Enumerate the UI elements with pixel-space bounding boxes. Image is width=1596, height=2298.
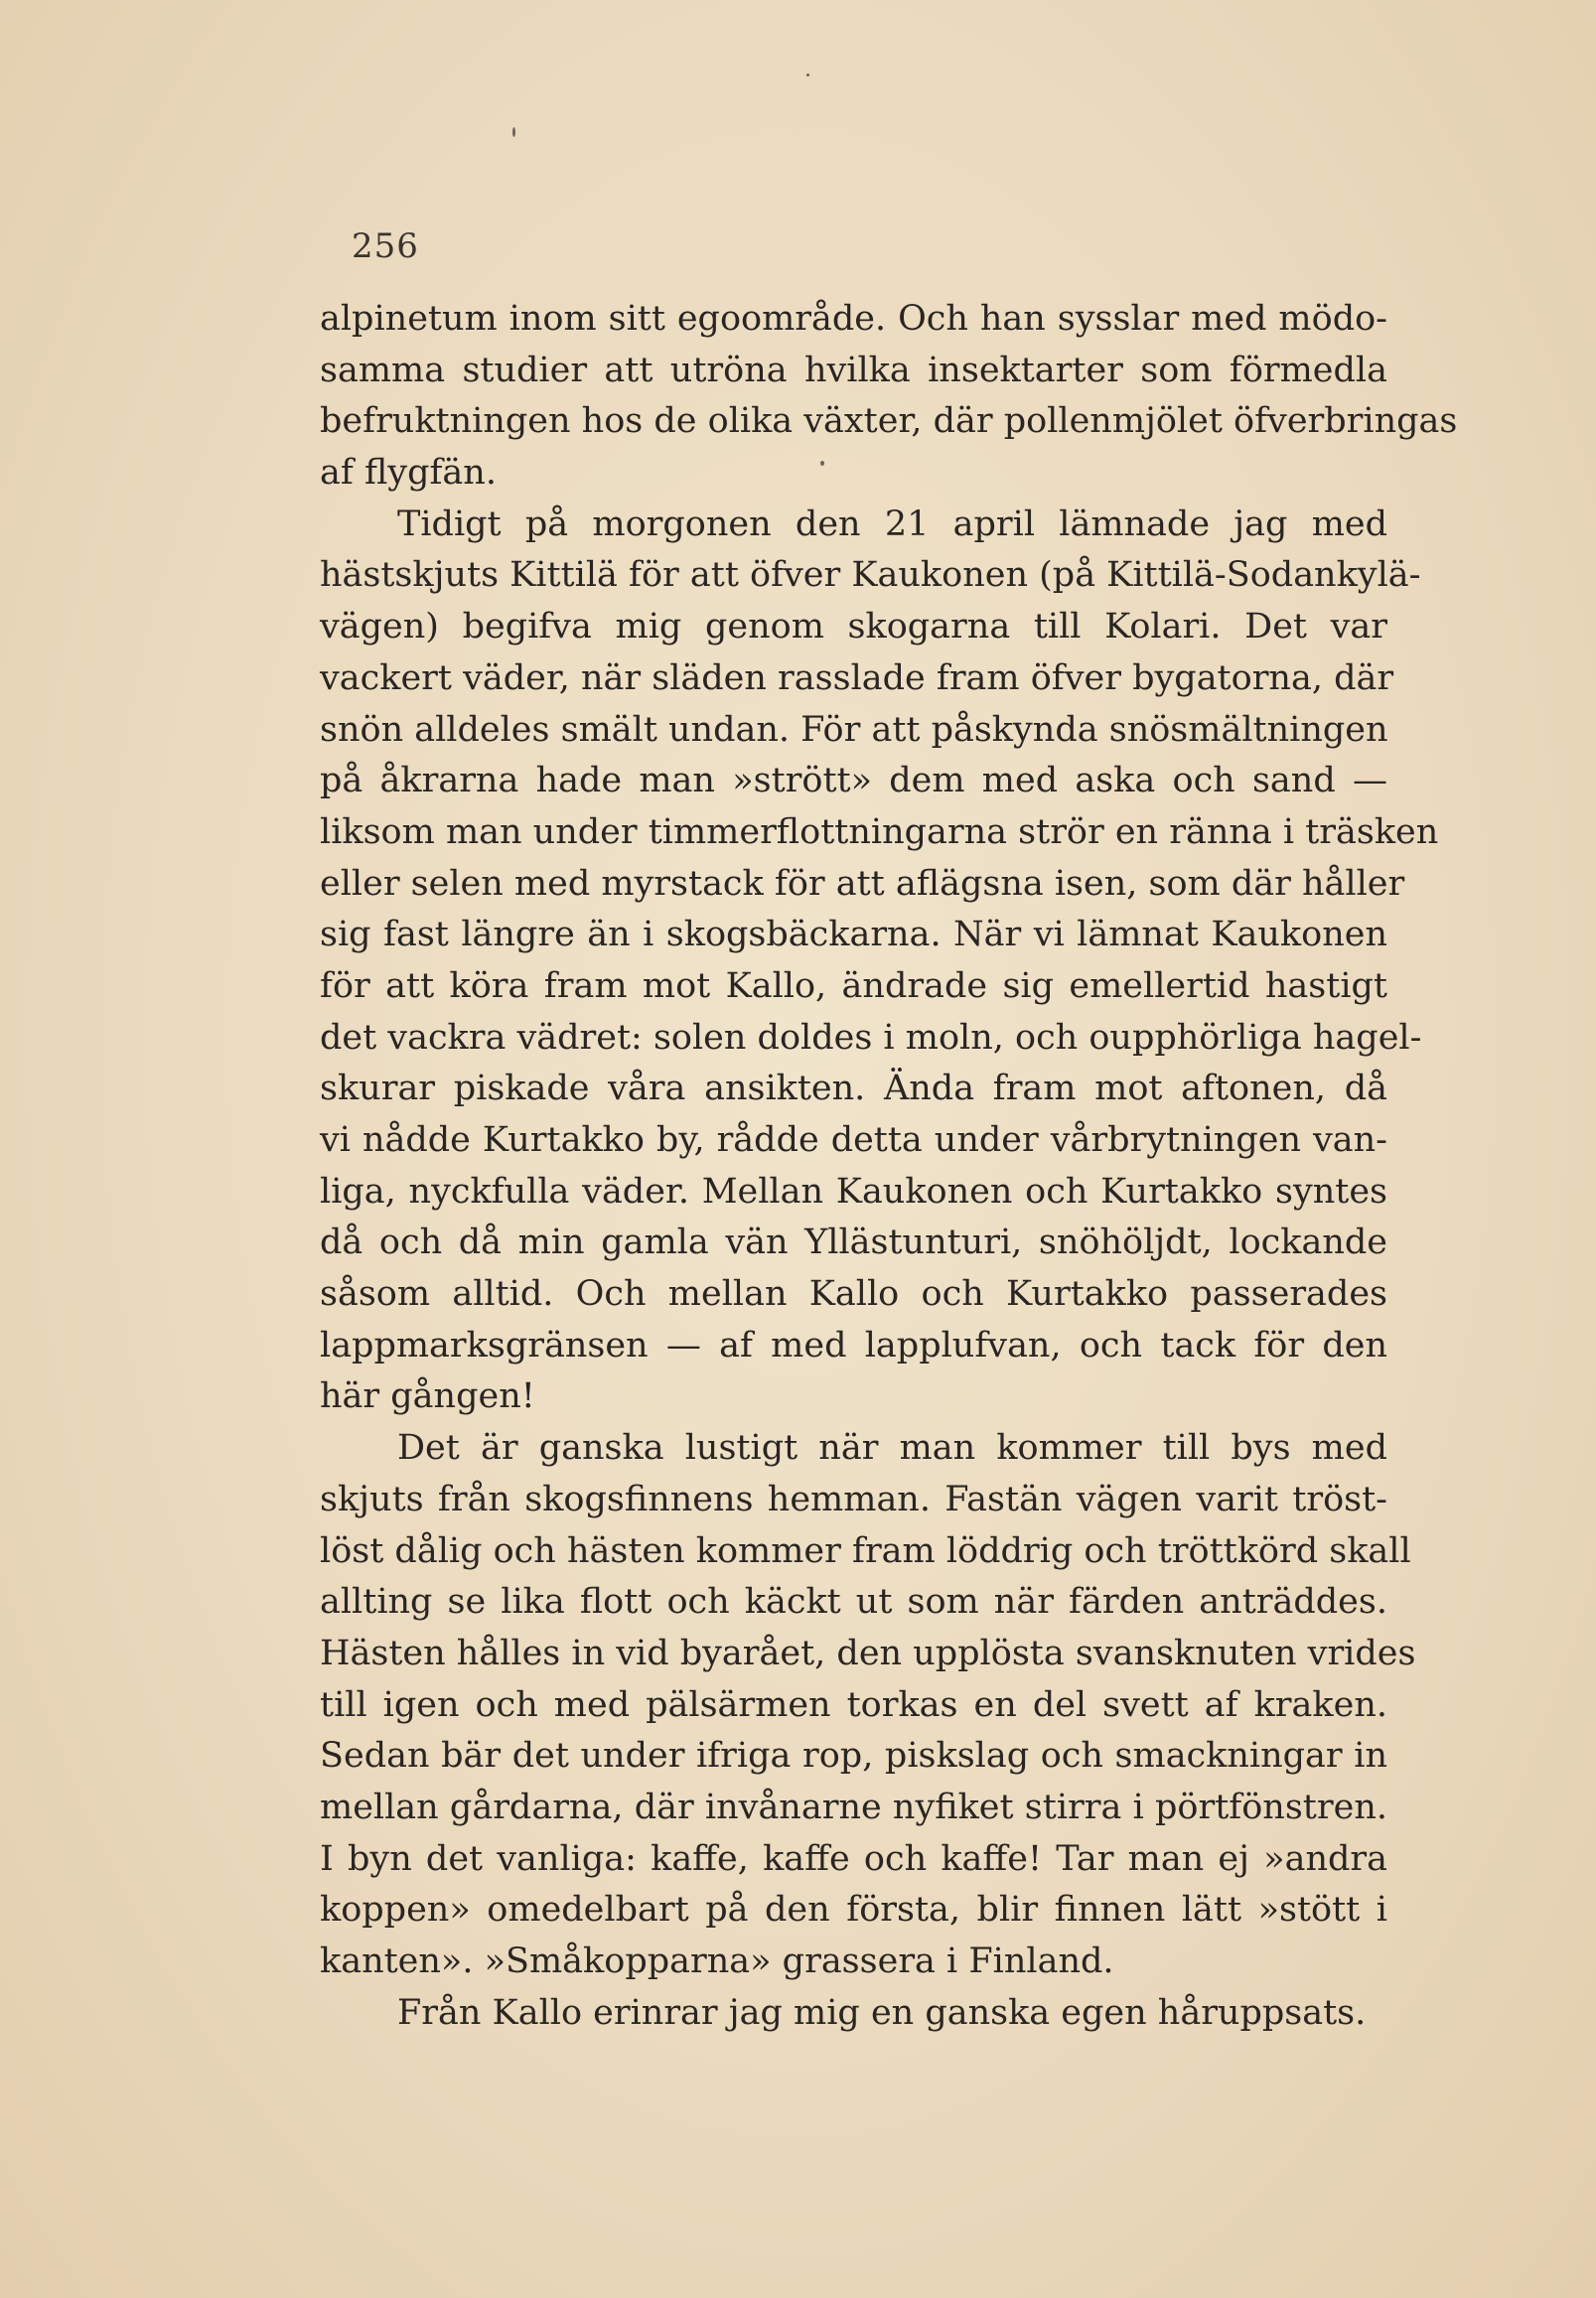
text-line: Hästen hålles in vid byarået, den upplösta svansknuten vrides bbox=[320, 1633, 1416, 1673]
body-text bbox=[320, 294, 1458, 2039]
paper-speck bbox=[512, 127, 515, 137]
text-line: såsom alltid. Och mellan Kallo och Kurtakko passerades bbox=[320, 1274, 1387, 1315]
text-line: Från Kallo erinrar jag mig en ganska egen håruppsats. bbox=[397, 1992, 1367, 2033]
text-line: på åkrarna hade man »strött» dem med aska och sand — bbox=[320, 761, 1387, 801]
text-line: allting se lika flott och käckt ut som när färden anträddes. bbox=[320, 1582, 1387, 1623]
paper-speck bbox=[806, 73, 809, 76]
text-line: sig fast längre än i skogsbäckarna. När vi lämnat Kaukonen bbox=[320, 915, 1387, 955]
text-line: till igen och med pälsärmen torkas en del svett af kraken. bbox=[320, 1684, 1387, 1725]
text-line: Det är ganska lustigt när man kommer till bys med bbox=[397, 1428, 1387, 1469]
text-line: liksom man under timmerflottningarna strör en ränna i träsken bbox=[320, 811, 1439, 852]
text-line: vi nådde Kurtakko by, rådde detta under vårbrytningen van- bbox=[320, 1120, 1387, 1160]
text-line: kanten». »Småkopparna» grassera i Finland. bbox=[320, 1941, 1114, 1981]
text-line: för att köra fram mot Kallo, ändrade sig emellertid hastigt bbox=[320, 965, 1387, 1006]
text-line: mellan gårdarna, där invånarne nyfiket stirra i pörtfönstren. bbox=[320, 1787, 1387, 1827]
text-line: då och då min gamla vän Yllästunturi, snöhöljdt, lockande bbox=[320, 1222, 1387, 1263]
paper-speck bbox=[820, 461, 824, 466]
text-line: samma studier att utröna hvilka insektarter som förmedla bbox=[320, 350, 1387, 390]
text-line: lappmarksgränsen — af med lapplufvan, och tack för den bbox=[320, 1325, 1387, 1365]
text-line: Sedan bär det under ifriga rop, piskslag och smackningar in bbox=[320, 1736, 1387, 1777]
text-line: skjuts från skogsfinnens hemman. Fastän vägen varit tröst- bbox=[320, 1479, 1387, 1519]
text-line: vägen) begifva mig genom skogarna till Kolari. Det var bbox=[320, 607, 1387, 647]
text-line: af flygfän. bbox=[320, 453, 497, 494]
text-line: koppen» omedelbart på den första, blir finnen lätt »stött i bbox=[320, 1890, 1387, 1931]
text-line: eller selen med myrstack för att aflägsna isen, som där håller bbox=[320, 863, 1405, 904]
text-line: det vackra vädret: solen doldes i moln, och oupphörliga hagel- bbox=[320, 1017, 1422, 1058]
text-line: Tidigt på morgonen den 21 april lämnade jag med bbox=[397, 503, 1387, 544]
text-line: löst dålig och hästen kommer fram löddrig och tröttkörd skall bbox=[320, 1530, 1411, 1571]
text-line: alpinetum inom sitt egoområde. Och han sysslar med mödo- bbox=[320, 299, 1387, 339]
text-line: snön alldeles smält undan. För att påskynda snösmältningen bbox=[320, 709, 1388, 750]
text-line: befruktningen hos de olika växter, där pollenmjölet öfverbringas bbox=[320, 401, 1458, 442]
text-line: skurar piskade våra ansikten. Ända fram mot aftonen, då bbox=[320, 1069, 1387, 1109]
text-line: hästskjuts Kittilä för att öfver Kaukonen (på Kittilä-Sodankylä- bbox=[320, 555, 1421, 596]
text-line: I byn det vanliga: kaffe, kaffe och kaffe! Tar man ej »andra bbox=[320, 1838, 1387, 1879]
text-line: här gången! bbox=[320, 1376, 535, 1417]
text-line: vackert väder, när släden rasslade fram öfver bygatorna, där bbox=[320, 657, 1394, 698]
page-number: 256 bbox=[352, 226, 419, 266]
text-line: liga, nyckfulla väder. Mellan Kaukonen och Kurtakko syntes bbox=[320, 1171, 1387, 1212]
